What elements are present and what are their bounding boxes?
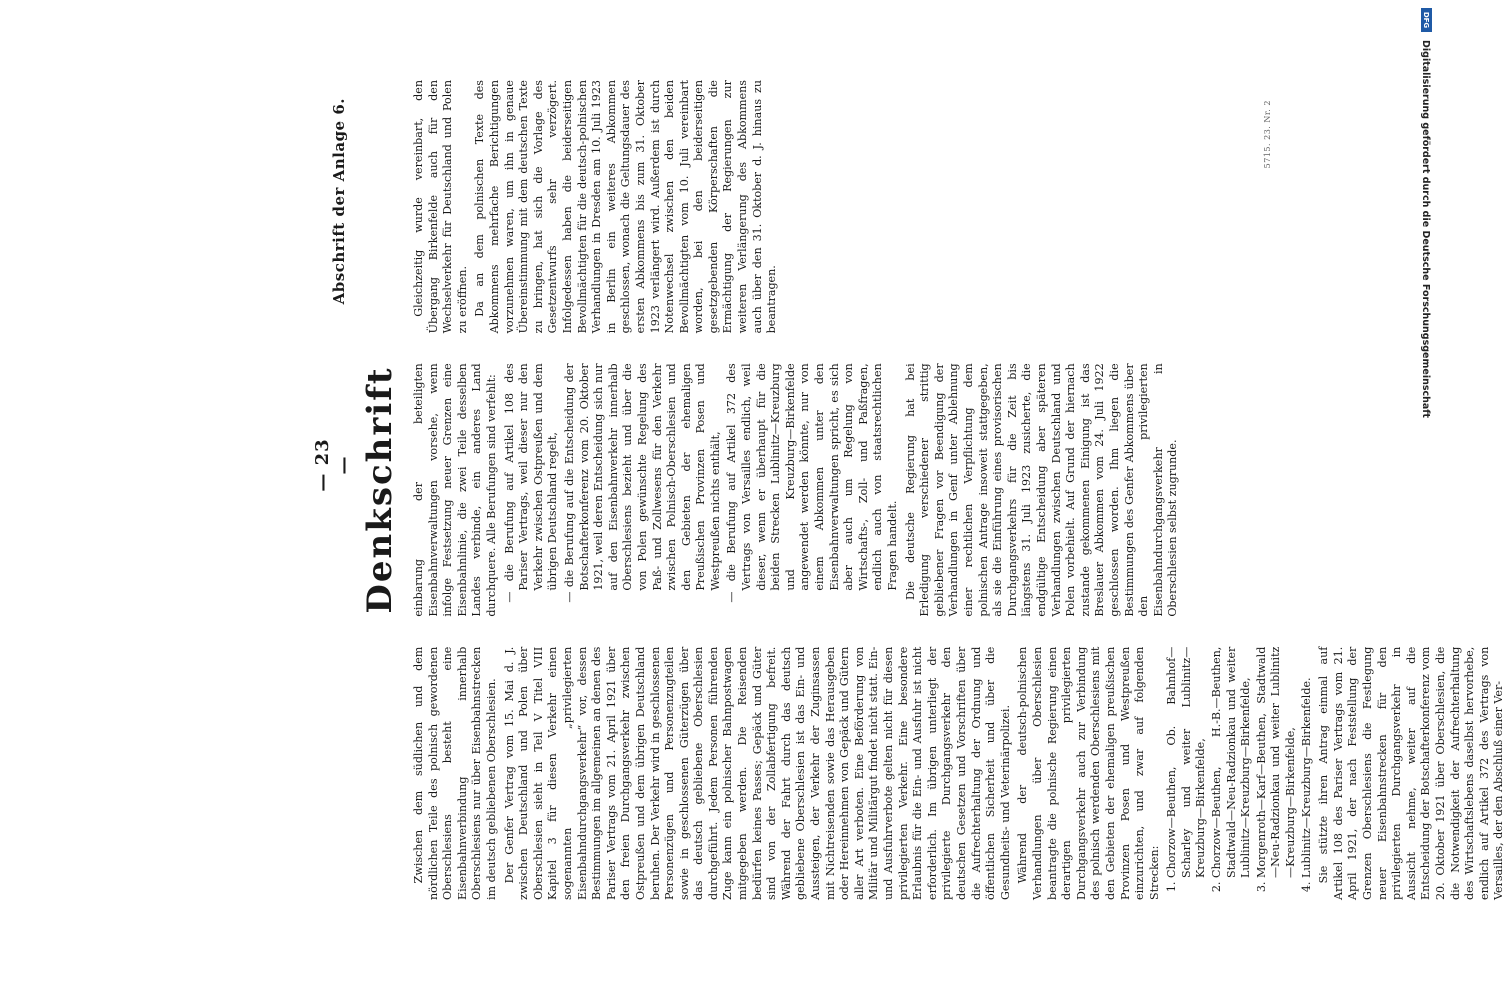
route-list bbox=[1165, 647, 1314, 900]
print-mark: 5715. 23. Nr. 2 bbox=[1263, 100, 1272, 169]
list-item: 1. Chorzow—Beuthen, Ob. Bahnhof—Scharley und weiter Lublinitz—Kreuzburg—Birkenfelde, bbox=[1165, 647, 1209, 878]
dfg-logo: DFG bbox=[1421, 8, 1432, 32]
column-middle bbox=[412, 363, 1292, 616]
paragraph: Zwischen dem südlichen und dem nördlichen Teile des polnisch gewordenen Oberschlesiens besteht eine Eisenbahnverbindung innerhalb Oberschlesiens nur über Eisenbahnstrecken im deutsch gebliebenen Oberschlesien. bbox=[412, 646, 498, 900]
paragraph: Sie stützte ihren Antrag einmal auf Artikel 108 des Pariser Vertrags vom 21. April 1921, der nach Feststellung der Grenzen Oberschlesiens die Festlegung neuer Eisenbahnstrecken für den privilegierten Durchgangsverkehr in Aussicht nehme, weiter auf die Entscheidung der Botschafterkonferenz vom 20. Oktober 1921 über Oberschlesien, die die Notwendigkeit der Aufrechterhaltung des Wirtschaftslebens daselbst hervorhebe, endlich auf Artikel 372 des Vertrags von Versailles, der den Abschluß einer Ver- bbox=[1317, 646, 1506, 900]
list-item: 4. Lublinitz—Kreuzburg—Birkenfelde. bbox=[1300, 647, 1315, 878]
list-item: — die Berufung auf Artikel 372 des Vertrags von Versailles endlich, weil dieser, wenn er überhaupt für die beiden Strecken Lublinitz—Kreuzburg und Kreuzburg—Birkenfelde angewendet werden könnte, nur von einem Abkommen unter den Eisenbahnverwaltungen spricht, es sich aber auch um Regelung von Wirtschafts-, Zoll- und Paßfragen, endlich auch von staatsrechtlichen Fragen handelt. bbox=[725, 363, 900, 602]
list-item: 3. Morgenroth—Karf—Beuthen, Stadtwald—Neu-Radzionkau und weiter Lublinitz—Kreuzburg—Birkenfelde, bbox=[1255, 647, 1299, 878]
column-left bbox=[412, 646, 1506, 900]
list-item: 2. Chorzow—Beuthen, H.-B.—Beuthen, Stadtwald—Neu-Radzionkau und weiter Lublinitz—Kreuzburg—Birkenfelde, bbox=[1210, 647, 1254, 878]
list-item: — die Berufung auf die Entscheidung der Botschafterkonferenz vom 20. Oktober 1921, weil deren Entscheidung sich nur auf den Eisenbahnverkehr innerhalb Oberschlesiens bezieht und über die von Polen gewünschte Regelung des Paß- und Zollwesens für den Verkehr zwischen Polnisch-Oberschlesien und den Gebieten der ehemaligen Preußischen Provinzen Posen und Westpreußen nichts enthält, bbox=[563, 363, 724, 602]
digitisation-notice: Digitalisierung gefördert durch die Deutsche Forschungsgemeinschaft bbox=[1420, 40, 1431, 418]
paragraph: einbarung der beteiligten Eisenbahnverwaltungen vorsehe, wenn infolge Festsetzung neuer Grenzen eine Eisenbahnlinie, die zwei Teile desselben Landes verbinde, ein anderes Land durchquere. Alle Berufungen sind verfehlt: bbox=[412, 363, 498, 617]
paragraph: Da an dem polnischen Texte des Abkommens mehrfache Berichtigungen vorzunehmen waren, um ihn in genaue Übereinstimmung mit dem deutschen Texte zu bringen, hat sich die Vorlage des Gesetzentwurfs sehr verzögert. Infolgedessen haben die beiderseitigen Bevollmächtigten für die deutsch-polnischen Verhandlungen in Dresden am 10. Juli 1923 in Berlin ein weiteres Abkommen geschlossen, wonach die Geltungsdauer des ersten Abkommens bis zum 31. Oktober 1923 verlängert wird. Außerdem ist durch Notenwechsel zwischen den beiden Bevollmächtigten vom 10. Juli vereinbart worden, bei den beiderseitigen gesetzgebenden Körperschaften die Ermächtigung der Regierungen zur weiteren Verlängerung des Abkommens auch über den 31. Oktober d. J. hinaus zu beantragen. bbox=[473, 80, 779, 334]
paragraph: Gleichzeitig wurde vereinbart, den Übergang Birkenfelde auch für den Wechselverkehr für Deutschland und Polen zu eröffnen. bbox=[412, 80, 469, 334]
paragraph: Während der deutsch-polnischen Verhandlungen über Oberschlesien beantragte die polnische Regierung einen derartigen privilegierten Durchgangsverkehr auch zur Verbindung des polnisch werdenden Oberschlesiens mit den Gebieten der ehemaligen preußischen Provinzen Posen und Westpreußen einzurichten, und zwar auf folgenden Strecken: bbox=[1016, 646, 1161, 900]
page-number: — 23 — bbox=[312, 438, 354, 492]
document-title: Denkschrift bbox=[360, 366, 400, 614]
running-head: Abschrift der Anlage 6. bbox=[330, 98, 348, 305]
paragraph: Die deutsche Regierung hat bei Erledigung verschiedener strittig gebliebener Fragen vor Beendigung der Verhandlungen in Genf unter Ablehnung einer rechtlichen Verpflichtung dem polnischen Antrage insoweit stattgegeben, als sie die Einführung eines provisorischen Durchgangsverkehrs für die Zeit bis längstens 31. Juli 1923 zusicherte, die endgültige Entscheidung aber späteren Verhandlungen zwischen Deutschland und Polen vorbehielt. Auf Grund der hiernach zustande gekommenen Einigung ist das Breslauer Abkommen vom 24. Juli 1922 geschlossen worden. Ihm liegen die Bestimmungen des Genfer Abkommens über den privilegierten Eisenbahndurchgangsverkehr in Oberschlesien selbst zugrunde. bbox=[903, 363, 1180, 617]
objection-list bbox=[503, 363, 901, 616]
column-right bbox=[412, 80, 1292, 333]
list-item: — die Berufung auf Artikel 108 des Pariser Vertrags, weil dieser nur den Verkehr zwischen Ostpreußen und dem übrigen Deutschland regelt, bbox=[503, 363, 561, 602]
paragraph: Der Genfer Vertrag vom 15. Mai d. J. zwischen Deutschland und Polen über Oberschlesien sieht in Teil V Titel VIII Kapitel 3 für diesen Verkehr einen sogenannten „privilegierten Eisenbahndurchgangsverkehr“ vor, dessen Bestimmungen im allgemeinen an denen des Pariser Vertrags vom 21. April 1921 über den freien Durchgangsverkehr zwischen Ostpreußen und dem übrigen Deutschland beruhen. Der Verkehr wird in geschlossenen Personenzügen und Personenzugteilen sowie in geschlossenen Güterzügen über das deutsch gebliebene Oberschlesien durchgeführt. Jedem Personen führenden Zuge kann ein polnischer Bahnpostwagen mitgegeben werden. Die Reisenden bedürfen keines Passes; Gepäck und Güter sind von der Zollabfertigung befreit. Während der Fahrt durch das deutsch gebliebene Oberschlesien ist das Ein- und Aussteigen, der Verkehr der Zuginsassen mit Nichtreisenden sowie das Herausgeben oder Hereinnehmen von Gepäck und Gütern aller Art verboten. Eine Beförderung von Militär und Militärgut findet nicht statt. Ein- und Ausfuhrverbote gelten nicht für diesen privilegierten Verkehr. Eine besondere Erlaubnis für die Ein- und Ausfuhr ist nicht erforderlich. Im übrigen unterliegt der privilegierte Durchgangsverkehr den deutschen Gesetzen und Vorschriften über die Aufrechterhaltung der Ordnung und öffentlichen Sicherheit und über die Gesundheits- und Veterinärpolizei. bbox=[502, 646, 1012, 900]
